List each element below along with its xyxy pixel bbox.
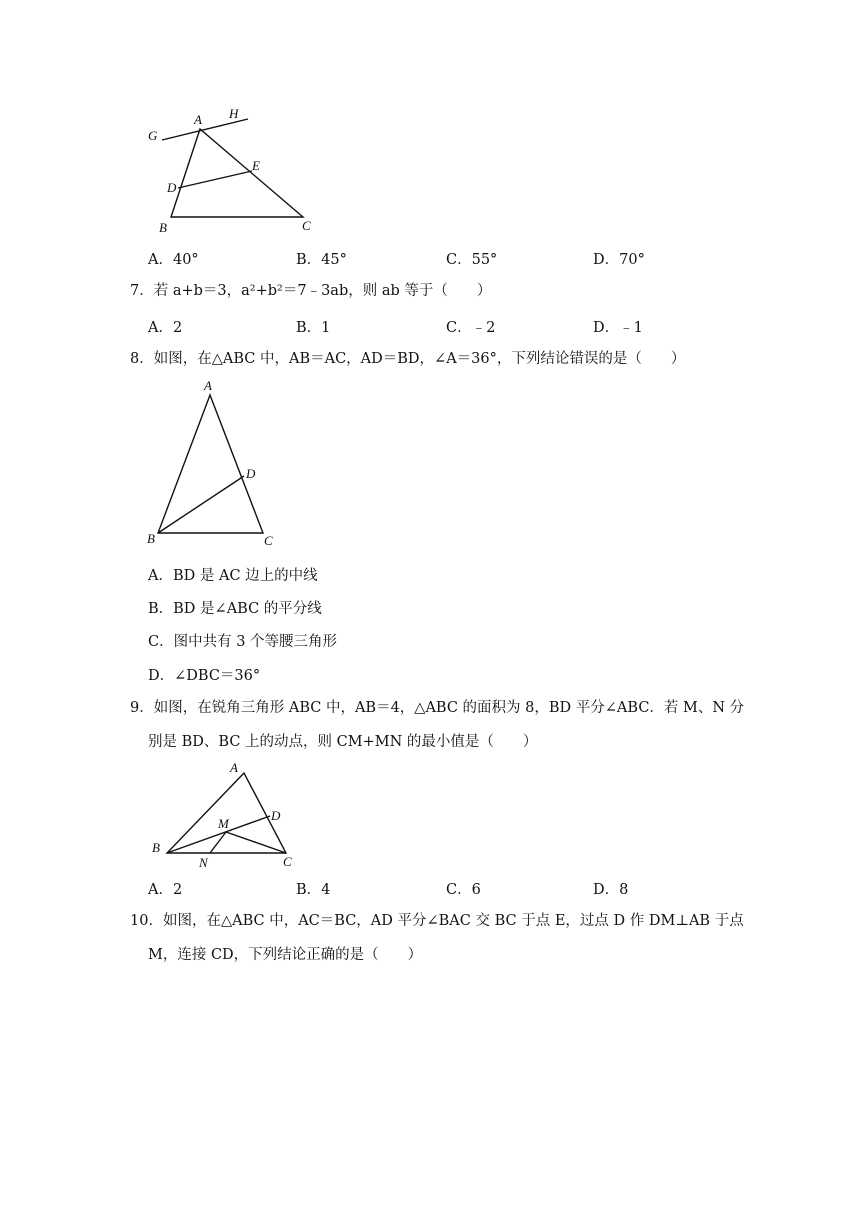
q8-label-A: A (204, 378, 212, 393)
q6-figure (140, 100, 340, 240)
q9-stem-line2 (148, 732, 537, 752)
q8-segment-BD (158, 476, 244, 533)
q8-number: 8． (130, 351, 154, 367)
q9-label-M: M (218, 816, 229, 831)
q8-option-d: D．∠DBC＝36° (148, 668, 261, 684)
q6-line-GH (162, 119, 248, 140)
q9-label-B: B (152, 840, 160, 855)
q9-figure (140, 758, 310, 873)
q10-text-2: M，连接 CD，下列结论正确的是（ ） (148, 947, 423, 963)
q9-label-D: D (271, 808, 281, 823)
q9-option-d: D．8 (593, 882, 629, 898)
q9-option-c: C．6 (446, 882, 481, 898)
q6-option-b: B．45° (296, 252, 347, 268)
q7-number: 7． (130, 283, 154, 299)
q7-text: 若 a+b＝3，a²+b²＝7﹣3ab，则 ab 等于（ ） (153, 283, 492, 299)
q8-option-c: C．图中共有 3 个等腰三角形 (148, 634, 338, 650)
q10-number: 10． (130, 913, 163, 929)
q9-text-1: 如图，在锐角三角形 ABC 中，AB＝4，△ABC 的面积为 8，BD 平分∠ABC．若 M、N 分 (153, 700, 745, 716)
q6-label-G: G (148, 128, 158, 143)
q8-figure (140, 375, 290, 550)
q6-label-H: H (229, 106, 239, 121)
q9-number: 9． (130, 700, 154, 716)
q6-segment-DE (178, 171, 252, 188)
q8-option-a: A．BD 是 AC 边上的中线 (148, 568, 318, 584)
q8-label-B: B (147, 531, 155, 546)
q8-stem (130, 349, 685, 369)
q7-stem (130, 281, 491, 301)
q8-label-C: C (264, 533, 273, 548)
q6-label-B: B (159, 220, 167, 235)
q7-option-a: A．2 (148, 320, 183, 336)
q6-option-c: C．55° (446, 252, 498, 268)
q7-option-c: C．﹣2 (446, 320, 496, 336)
q9-option-a: A．2 (148, 882, 183, 898)
q6-label-C: C (302, 218, 311, 233)
q9-triangle-ABC (167, 773, 286, 853)
q9-label-A: A (230, 760, 238, 775)
q6-label-A: A (194, 112, 202, 127)
q8-option-b: B．BD 是∠ABC 的平分线 (148, 601, 322, 617)
q6-option-a: A．40° (148, 252, 199, 268)
q10-text-1: 如图，在△ABC 中，AC＝BC，AD 平分∠BAC 交 BC 于点 E，过点 D 作 DM⊥AB 于点 (162, 913, 744, 929)
q9-label-N: N (199, 855, 208, 870)
q9-option-b: B．4 (296, 882, 331, 898)
q6-label-D: D (167, 180, 177, 195)
q9-stem-line1 (130, 698, 744, 718)
q9-label-C: C (283, 854, 292, 869)
q8-label-D: D (246, 466, 256, 481)
q9-text-2: 别是 BD、BC 上的动点，则 CM+MN 的最小值是（ ） (148, 734, 538, 750)
q8-triangle-ABC (158, 395, 263, 533)
q7-option-d: D．﹣1 (593, 320, 643, 336)
q8-text: 如图，在△ABC 中，AB＝AC，AD＝BD，∠A＝36°，下列结论错误的是（ ） (153, 351, 686, 367)
q6-label-E: E (252, 158, 260, 173)
q6-option-d: D．70° (593, 252, 645, 268)
q7-option-b: B．1 (296, 320, 331, 336)
q6-triangle-ABC (171, 129, 303, 217)
q10-stem-line1 (130, 911, 744, 931)
q10-stem-line2 (148, 945, 422, 965)
